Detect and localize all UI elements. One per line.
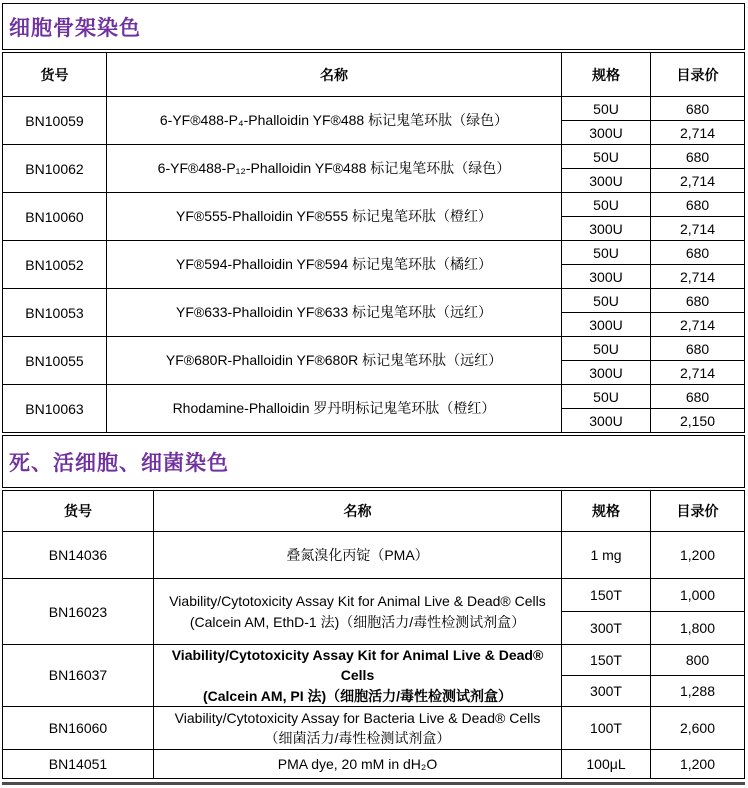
name-cell: YF®594-Phalloidin YF®594 标记鬼笔环肽（橘红） bbox=[107, 241, 562, 289]
spec-cell: 300T bbox=[562, 612, 651, 645]
name-cell bbox=[154, 579, 562, 645]
price-cell: 2,714 bbox=[651, 169, 745, 193]
col-header-name: 名称 bbox=[107, 53, 562, 97]
price-cell: 680 bbox=[651, 289, 745, 313]
spec-cell: 100T bbox=[562, 706, 651, 749]
spec-cell: 300U bbox=[562, 313, 651, 337]
name-cell bbox=[154, 706, 562, 749]
spec-cell: 50U bbox=[562, 337, 651, 361]
price-cell: 2,714 bbox=[651, 361, 745, 385]
name-cell: YF®680R-Phalloidin YF®680R 标记鬼笔环肽（远红） bbox=[107, 337, 562, 385]
price-cell: 1,288 bbox=[651, 675, 745, 706]
price-cell: 1,200 bbox=[651, 749, 745, 778]
table-row bbox=[3, 145, 745, 169]
table-row bbox=[3, 97, 745, 121]
spec-cell: 50U bbox=[562, 289, 651, 313]
code-cell: BN10052 bbox=[3, 241, 107, 289]
col-header-code: 货号 bbox=[3, 53, 107, 97]
cutoff-next-section-band bbox=[2, 782, 745, 785]
spec-cell: 150T bbox=[562, 645, 651, 676]
table-row bbox=[3, 749, 745, 778]
price-cell: 2,714 bbox=[651, 121, 745, 145]
col-header-price: 目录价 bbox=[651, 53, 745, 97]
table-row bbox=[3, 532, 745, 579]
section1-heading-text: 细胞骨架染色 bbox=[9, 16, 141, 40]
price-cell: 2,150 bbox=[651, 409, 745, 433]
spec-cell: 1 mg bbox=[562, 532, 651, 579]
code-cell: BN16037 bbox=[3, 645, 154, 707]
spec-cell: 300U bbox=[562, 121, 651, 145]
spec-cell: 300U bbox=[562, 169, 651, 193]
name-line1: Viability/Cytotoxicity Assay for Bacteria Live & Dead® Cells bbox=[174, 709, 541, 726]
price-cell: 680 bbox=[651, 337, 745, 361]
col-header-name: 名称 bbox=[154, 491, 562, 532]
code-cell: BN10053 bbox=[3, 289, 107, 337]
name-cell bbox=[154, 645, 562, 707]
name-cell: PMA dye, 20 mM in dH₂O bbox=[154, 749, 562, 778]
price-cell: 2,714 bbox=[651, 265, 745, 289]
code-cell: BN16060 bbox=[3, 706, 154, 749]
code-cell: BN16023 bbox=[3, 579, 154, 645]
section1-table bbox=[2, 52, 745, 433]
table-row bbox=[3, 193, 745, 217]
name-line2: (Calcein AM, PI 法)（细胞活力/毒性检测试剂盒） bbox=[202, 687, 513, 704]
table-row bbox=[3, 579, 745, 612]
spec-cell: 100μL bbox=[562, 749, 651, 778]
name-cell: YF®633-Phalloidin YF®633 标记鬼笔环肽（远红） bbox=[107, 289, 562, 337]
table-row bbox=[3, 706, 745, 749]
col-header-code: 货号 bbox=[3, 491, 154, 532]
section2-heading bbox=[2, 435, 745, 488]
spec-cell: 50U bbox=[562, 241, 651, 265]
code-cell: BN10063 bbox=[3, 385, 107, 433]
code-cell: BN10059 bbox=[3, 97, 107, 145]
spec-cell: 300T bbox=[562, 675, 651, 706]
code-cell: BN14051 bbox=[3, 749, 154, 778]
name-line2: （细菌活力/毒性检测试剂盒） bbox=[264, 729, 451, 746]
name-line2: (Calcein AM, EthD-1 法)（细胞活力/毒性检测试剂盒） bbox=[189, 613, 526, 630]
code-cell: BN10060 bbox=[3, 193, 107, 241]
price-cell: 2,714 bbox=[651, 217, 745, 241]
price-cell: 680 bbox=[651, 385, 745, 409]
section2-table bbox=[2, 490, 745, 779]
col-header-price: 目录价 bbox=[651, 491, 745, 532]
spec-cell: 300U bbox=[562, 409, 651, 433]
price-cell: 2,600 bbox=[651, 706, 745, 749]
price-cell: 680 bbox=[651, 145, 745, 169]
section1-header-row bbox=[3, 53, 745, 97]
name-cell: 叠氮溴化丙锭（PMA） bbox=[154, 532, 562, 579]
code-cell: BN14036 bbox=[3, 532, 154, 579]
section1-heading bbox=[2, 3, 745, 50]
table-row bbox=[3, 385, 745, 409]
price-cell: 1,000 bbox=[651, 579, 745, 612]
spec-cell: 150T bbox=[562, 579, 651, 612]
price-cell: 680 bbox=[651, 193, 745, 217]
price-cell: 800 bbox=[651, 645, 745, 676]
spec-cell: 300U bbox=[562, 217, 651, 241]
col-header-spec: 规格 bbox=[562, 53, 651, 97]
section2-header-row bbox=[3, 491, 745, 532]
table-row bbox=[3, 645, 745, 676]
name-cell: YF®555-Phalloidin YF®555 标记鬼笔环肽（橙红） bbox=[107, 193, 562, 241]
price-cell: 1,200 bbox=[651, 532, 745, 579]
spec-cell: 50U bbox=[562, 385, 651, 409]
name-cell: 6-YF®488-P₄-Phalloidin YF®488 标记鬼笔环肽（绿色） bbox=[107, 97, 562, 145]
name-cell: Rhodamine-Phalloidin 罗丹明标记鬼笔环肽（橙红） bbox=[107, 385, 562, 433]
section2-heading-text: 死、活细胞、细菌染色 bbox=[9, 451, 229, 475]
table-row bbox=[3, 337, 745, 361]
spec-cell: 300U bbox=[562, 265, 651, 289]
price-cell: 680 bbox=[651, 97, 745, 121]
col-header-spec: 规格 bbox=[562, 491, 651, 532]
name-cell: 6-YF®488-P₁₂-Phalloidin YF®488 标记鬼笔环肽（绿色） bbox=[107, 145, 562, 193]
spec-cell: 50U bbox=[562, 193, 651, 217]
spec-cell: 50U bbox=[562, 97, 651, 121]
table-row bbox=[3, 241, 745, 265]
name-line1: Viability/Cytotoxicity Assay Kit for Animal Live & Dead® Cells bbox=[171, 647, 544, 684]
name-line1: Viability/Cytotoxicity Assay Kit for Animal Live & Dead® Cells bbox=[169, 593, 546, 610]
code-cell: BN10062 bbox=[3, 145, 107, 193]
spec-cell: 300U bbox=[562, 361, 651, 385]
price-cell: 680 bbox=[651, 241, 745, 265]
code-cell: BN10055 bbox=[3, 337, 107, 385]
table-row bbox=[3, 289, 745, 313]
spec-cell: 50U bbox=[562, 145, 651, 169]
price-cell: 2,714 bbox=[651, 313, 745, 337]
price-cell: 1,800 bbox=[651, 612, 745, 645]
